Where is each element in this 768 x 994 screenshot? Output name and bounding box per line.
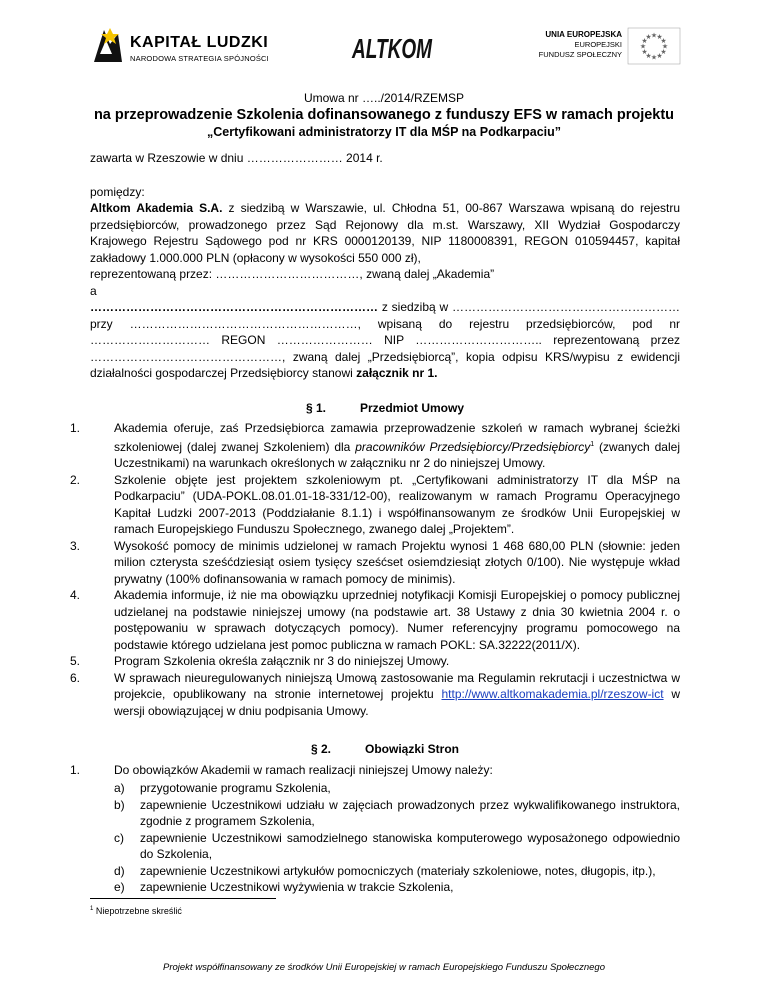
contract-title-block — [60, 90, 708, 141]
contract-body — [70, 150, 681, 896]
and-line: a — [90, 283, 97, 298]
kapital-ludzki-logo — [88, 24, 278, 72]
project-name: „Certyfikowani administratorzy IT dla MŚP na Podkarpaciu” — [206, 125, 562, 139]
party-akademia — [90, 200, 680, 266]
section-1-item-1: 1. Akademia oferuje, zaś Przedsiębiorca zamawia przeprowadzenie szkoleń w ramach wybranej ścieżki szkoleniowej (dalej zwanej Szkoleniem) dla pracowników Przedsiębiorcy/Przedsiębiorcy$^1$ (zwanych dalej Uczestnikami) na warunkach określonych w załączniku nr 2 do niniejszej Umowy. — [70, 421, 680, 470]
eu-star-icon: ★ — [639, 43, 647, 51]
section-1-item-6: 6. W sprawach nieuregulowanych niniejszą Umową zastosowanie ma Regulamin rekrutacji i uczestnictwa w projekcie, opublikowany na stronie internetowej projektu http://www.altkomakademia.pl/rzeszow-ict w wersji obowiązującej w dniu podpisania Umowy. — [70, 670, 681, 718]
section-2-title: Obowiązki Stron — [365, 742, 460, 756]
kapital-ludzki-emblem-icon — [88, 24, 128, 68]
footnote: $^1$ Niepotrzebne skreślić — [90, 906, 182, 916]
party-akademia-name: Altkom Akademia S.A. — [90, 201, 223, 215]
eu-subtitle-1: EUROPEJSKI — [574, 40, 622, 49]
eu-star-icon: ★ — [645, 33, 652, 41]
section-1-title: Przedmiot Umowy — [360, 400, 465, 415]
section-2-subitem-d: d) zapewnienie Uczestnikowi artykułów pomocniczych (materiały szkoleniowe, notes, długopis, itp.), — [114, 863, 656, 878]
section-1-heading — [90, 400, 680, 417]
kapital-ludzki-title: KAPITAŁ LUDZKI — [130, 34, 269, 51]
section-2-heading — [90, 741, 680, 758]
eu-star-icon: ★ — [645, 53, 652, 61]
eu-star-icon: ★ — [641, 49, 648, 56]
section-2-item-1: 1. Do obowiązków Akademii w ramach realizacji niniejszej Umowy należy: a) przygotowanie programu Szkolenia, b) zapewnienie Uczestnikowi udziału w zajęciach prowadzonych przez wykwalifikowanego instruktora, zgodnie z programem Szkolenia, c) zapewnienie Uczestnikowi samodzielnego stanowiska komputerowego wyposażonego odpowiednio do Szkolenia, d) zapewnienie Uczestnikowi artykułów pomocniczych (materiały szkoleniowe, notes, długopis, itp.), e) zapewnienie Uczestnikowi wyżywienia w trakcie Szkolenia, — [70, 762, 680, 894]
section-1-number: § 1. — [305, 400, 326, 415]
eu-flag-icon — [628, 28, 680, 64]
party-przedsiebiorca-dots: ……………………………………………………………… — [90, 300, 378, 314]
between-line: pomiędzy: — [90, 184, 145, 199]
altkom-logo — [350, 22, 434, 70]
section-2-subitem-b: b) zapewnienie Uczestnikowi udziału w zajęciach prowadzonych przez wykwalifikowanego instruktora, zgodnie z programem Szkolenia, — [114, 797, 680, 828]
party-akademia-desc: z siedzibą w Warszawie, ul. Chłodna 51, 00-867 Warszawa wpisaną do rejestru przedsiębiorców, prowadzonego przez Sąd Rejonowy dla m.st. Warszawy, XII Wydział Gospodarczy Krajowego Rejestru Sądowego pod nr KRS 0000120139, NIP 1180008391, REGON 010594457, kapitał zakładowy 1.000.000 PLN (opłacony w wysokości 550 000 zł), — [90, 201, 680, 265]
eu-star-icon: ★ — [661, 43, 669, 51]
eu-star-icon: ★ — [650, 32, 658, 40]
section-2-number: § 2. — [310, 742, 331, 756]
section-2-subitem-a: a) przygotowanie programu Szkolenia, — [114, 781, 331, 795]
footnote-separator — [90, 898, 276, 899]
section-2-subitem-c: c) zapewnienie Uczestnikowi samodzielnego stanowiska komputerowego wyposażonego odpowiednio do Szkolenia, — [114, 830, 680, 861]
eu-star-icon: ★ — [656, 53, 663, 61]
eu-title: UNIA EUROPEJSKA — [545, 30, 622, 39]
section-2-list — [70, 762, 680, 896]
eu-star-icon: ★ — [641, 38, 648, 45]
eu-star-icon: ★ — [656, 33, 663, 41]
eu-star-icon: ★ — [660, 38, 667, 45]
party-przedsiebiorca-desc: z siedzibą w ………………………………………………… przy …………………………………………………, wpisaną do rejestru przedsiębiorców, pod nr ………………………… REGON …………………… NIP ………………………….. reprezentowaną przez …………………………………………, zwaną dalej „Przedsiębiorcą”, kopia odpisu KRS/wypisu z ewidencji działalności gospodarczej Przedsiębiorcy stanowi — [90, 300, 680, 380]
party-akademia-rep: reprezentowaną przez: ………………………………, zwaną dalej „Akademia” — [90, 267, 495, 281]
party-przedsiebiorca — [90, 299, 680, 382]
annex-1-ref: załącznik nr 1. — [356, 366, 438, 380]
kapital-ludzki-subtitle: NARODOWA STRATEGIA SPÓJNOŚCI — [130, 54, 269, 63]
section-2-sublist — [114, 780, 680, 896]
section-1-item-3: 3. Wysokość pomocy de minimis udzielonej w ramach Projektu wynosi 1 468 680,00 PLN (słownie: jeden milion czterysta sześćdziesiąt osiem tysięcy sześćset osiemdziesiąt złotych 0/100). Nie występuje wkład prywatny (100% dofinansowania w ramach pomocy de minimis). — [70, 538, 680, 586]
project-website-link[interactable]: http://www.altkomakademia.pl/rzeszow-ict — [441, 687, 664, 701]
contract-number: Umowa nr …../2014/RZEMSP — [303, 91, 465, 105]
eu-subtitle-2: FUNDUSZ SPOŁECZNY — [538, 50, 622, 59]
altkom-logo-text: ALTKOM — [351, 33, 433, 64]
concluded-line: zawarta w Rzeszowie w dniu …………………… 2014 r. — [90, 151, 383, 165]
contract-heading: na przeprowadzenie Szkolenia dofinansowanego z funduszy EFS w ramach projektu — [93, 107, 675, 123]
eu-star-icon: ★ — [660, 49, 667, 56]
section-1-item-5: 5. Program Szkolenia określa załącznik nr 3 do niniejszej Umowy. — [70, 654, 450, 668]
page-footer: Projekt współfinansowany ze środków Unii Europejskiej w ramach Europejskiego Funduszu Społecznego — [163, 962, 605, 973]
section-2-subitem-e: e) zapewnienie Uczestnikowi wyżywienia w trakcie Szkolenia, — [114, 880, 454, 894]
section-1-item-4: 4. Akademia informuje, iż nie ma obowiązku uprzedniej notyfikacji Komisji Europejskiej o pomocy publicznej udzielanej na podstawie niniejszej umowy (na podstawie art. 38 Ustawy z dnia 30 kwietnia 2004 r. o postępowaniu w sprawach dotyczących pomocy). Numer referencyjny programu pomocowego na podstawie którego udzielana jest pomoc publiczna w ramach POKL: SA.32222(2011/X). — [70, 588, 680, 652]
eu-logo — [524, 28, 684, 70]
section-1-list — [70, 420, 681, 719]
eu-star-icon: ★ — [650, 54, 658, 62]
footnote-ref: 1 — [590, 440, 595, 448]
section-1-item-2: 2. Szkolenie objęte jest projektem szkoleniowym pt. „Certyfikowani administratorzy IT dla MŚP na Podkarpaciu” (UDA-POKL.08.01.01-18-331/12-00), realizowanym w ramach Programu Operacyjnego Kapitał Ludzki 2007-2013 (Poddziałanie 8.1.1) i współfinansowanym ze środków Unii Europejskiej w ramach Europejskiego Funduszu Społecznego, zwanego dalej „Projektem”. — [70, 472, 680, 536]
